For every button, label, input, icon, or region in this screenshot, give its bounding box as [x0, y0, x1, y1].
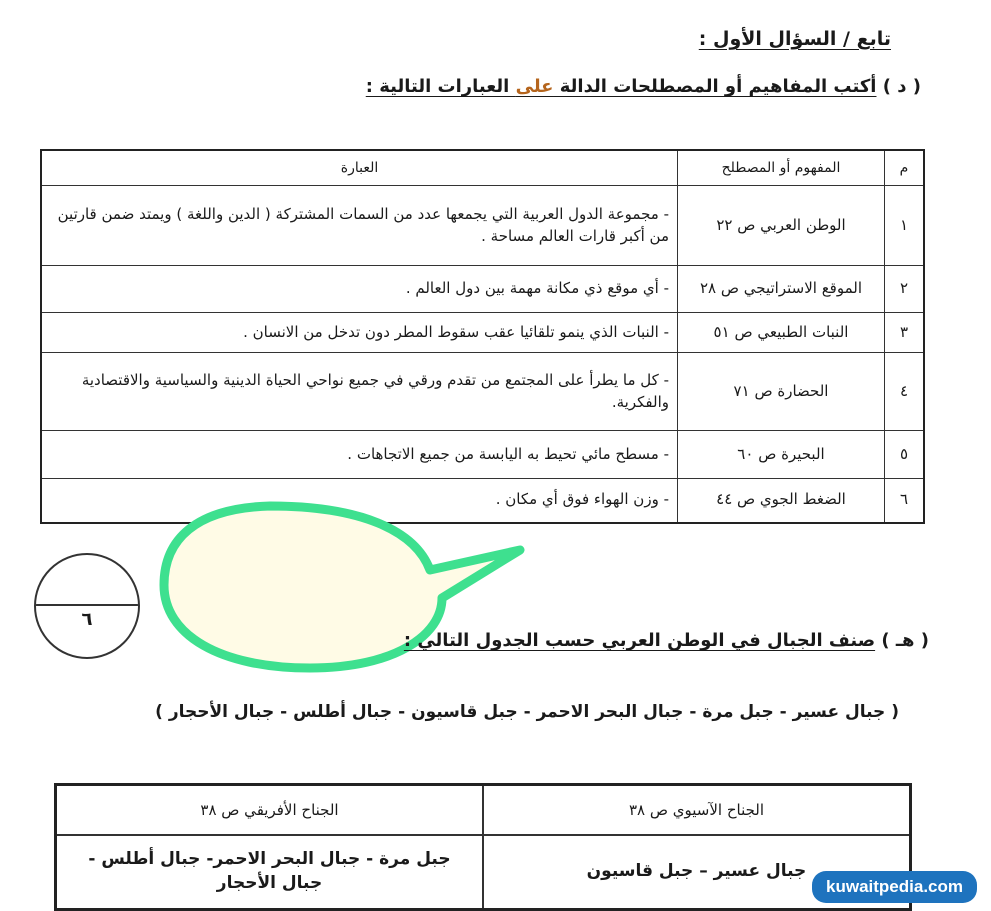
part-d-heading — [366, 76, 921, 97]
header-num: م — [885, 150, 925, 186]
row-term: الموقع الاستراتيجي ص ٢٨ — [678, 266, 885, 313]
table-row — [41, 353, 924, 431]
row-definition: - مسطح مائي تحيط به اليابسة من جميع الاتجاهات . — [41, 431, 678, 479]
row-number: ٥ — [885, 431, 925, 479]
part-d-instruction: أكتب المفاهيم أو المصطلحات الدالة على العبارات التالية : — [365, 76, 877, 97]
row-number: ٢ — [885, 266, 925, 313]
african-wing-header: الجناح الأفريقي ص ٣٨ — [56, 785, 484, 836]
row-definition: - أي موقع ذي مكانة مهمة بين دول العالم . — [41, 266, 678, 313]
row-definition: - كل ما يطرأ على المجتمع من تقدم ورقي في جميع نواحي الحياة الدينية والسياسية والاقتصادية والفكرية. — [41, 353, 678, 431]
terms-table — [40, 149, 925, 524]
row-number: ٣ — [885, 313, 925, 353]
row-term: الوطن العربي ص ٢٢ — [678, 186, 885, 266]
asian-wing-header: الجناح الآسيوي ص ٣٨ — [483, 785, 911, 836]
mountains-table-header — [56, 785, 911, 836]
african-answer-line: جبال الأحجار — [216, 873, 323, 893]
row-number: ٤ — [885, 353, 925, 431]
grade-circle-divider — [36, 604, 138, 606]
terms-table-header — [41, 150, 924, 186]
row-definition: - النبات الذي ينمو تلقائيا عقب سقوط المطر دون تدخل من الانسان . — [41, 313, 678, 353]
row-term: الضغط الجوي ص ٤٤ — [678, 479, 885, 523]
table-row — [41, 431, 924, 479]
grade-circle — [34, 553, 140, 659]
part-h-label: ( هـ ) — [881, 630, 929, 651]
continuation-title: تابع / السؤال الأول : — [698, 28, 891, 50]
asian-wing-answer: جبال عسير – جبل قاسيون — [483, 835, 911, 910]
part-h-instruction: صنف الجبال في الوطن العربي حسب الجدول التالي : — [403, 630, 876, 651]
row-definition: - مجموعة الدول العربية التي يجمعها عدد من السمات المشتركة ( الدين واللغة ) ويمتد ضمن قارتين من أكبر قارات العالم مساحة . — [41, 186, 678, 266]
table-row — [41, 186, 924, 266]
row-number: ١ — [885, 186, 925, 266]
table-row — [41, 313, 924, 353]
header-definition: العبارة — [41, 150, 678, 186]
row-term: النبات الطبيعي ص ٥١ — [678, 313, 885, 353]
row-term: البحيرة ص ٦٠ — [678, 431, 885, 479]
row-term: الحضارة ص ٧١ — [678, 353, 885, 431]
part-d-label: ( د ) — [882, 76, 921, 97]
african-answer-line: جبل مرة - جبال البحر الاحمر- جبال أطلس - — [88, 849, 451, 870]
row-definition: - وزن الهواء فوق أي مكان . — [41, 479, 678, 523]
part-h-heading — [404, 630, 929, 651]
mountains-table-answers — [56, 835, 911, 910]
grade-score: ٦ — [81, 609, 93, 630]
word-bank: ( جبال عسير - جبل مرة - جبال البحر الاحمر - جبل قاسيون - جبال أطلس - جبال الأحجار ) — [155, 702, 899, 722]
table-row — [41, 266, 924, 313]
row-number: ٦ — [885, 479, 925, 523]
african-wing-answer — [56, 835, 484, 910]
watermark-badge[interactable]: kuwaitpedia.com — [812, 871, 977, 903]
header-term: المفهوم أو المصطلح — [678, 150, 885, 186]
mountains-table — [54, 783, 912, 911]
